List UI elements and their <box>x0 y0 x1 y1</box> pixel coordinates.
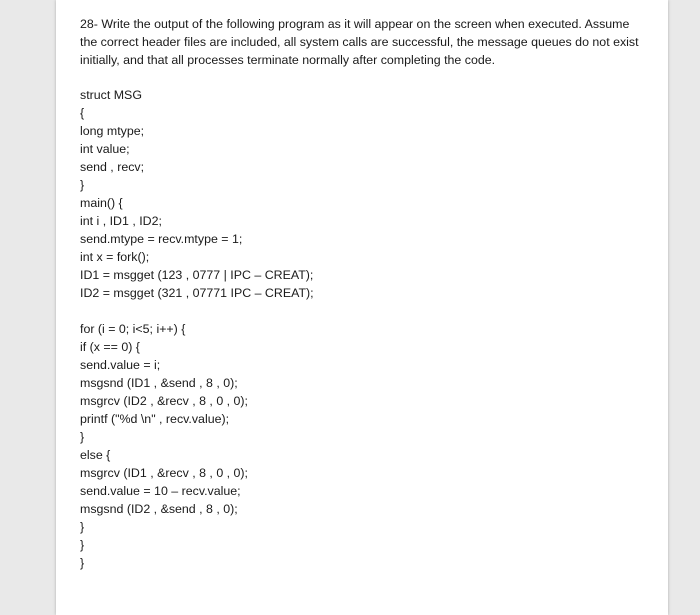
code-line: } <box>80 556 85 570</box>
code-line: int i , ID1 , ID2; <box>80 214 162 228</box>
code-line: } <box>80 538 85 552</box>
question-text <box>80 15 655 69</box>
code-line: send , recv; <box>80 160 145 174</box>
code-line: msgrcv (ID1 , &recv , 8 , 0 , 0); <box>80 466 248 480</box>
code-line: ID2 = msgget (321 , 07771 IPC – CREAT); <box>80 286 314 300</box>
document-page <box>56 0 668 615</box>
code-line: send.mtype = recv.mtype = 1; <box>80 232 243 246</box>
code-line: struct MSG <box>80 88 142 102</box>
code-line: send.value = i; <box>80 358 161 372</box>
code-line: msgrcv (ID2 , &recv , 8 , 0 , 0); <box>80 394 248 408</box>
code-line: msgsnd (ID2 , &send , 8 , 0); <box>80 502 238 516</box>
code-listing <box>80 86 314 572</box>
code-line: if (x == 0) { <box>80 340 140 354</box>
code-line: main() { <box>80 196 123 210</box>
code-line: send.value = 10 – recv.value; <box>80 484 241 498</box>
code-line: } <box>80 430 85 444</box>
code-line: int x = fork(); <box>80 250 150 264</box>
question-line-1: 28- Write the output of the following program as it will appear on the screen when executed. Assume <box>80 17 630 31</box>
code-line: { <box>80 106 85 120</box>
question-line-2: the correct header files are included, all system calls are successful, the message queues do not exist <box>80 35 639 49</box>
code-line: ID1 = msgget (123 , 0777 | IPC – CREAT); <box>80 268 314 282</box>
code-line: printf ("%d \n" , recv.value); <box>80 412 230 426</box>
code-line: long mtype; <box>80 124 145 138</box>
question-line-3: initially, and that all processes terminate normally after completing the code. <box>80 53 496 67</box>
code-line: } <box>80 178 85 192</box>
code-line: } <box>80 520 85 534</box>
code-line: for (i = 0; i<5; i++) { <box>80 322 186 336</box>
code-line: else { <box>80 448 111 462</box>
blank-line <box>80 302 314 320</box>
code-line: int value; <box>80 142 130 156</box>
code-line: msgsnd (ID1 , &send , 8 , 0); <box>80 376 238 390</box>
